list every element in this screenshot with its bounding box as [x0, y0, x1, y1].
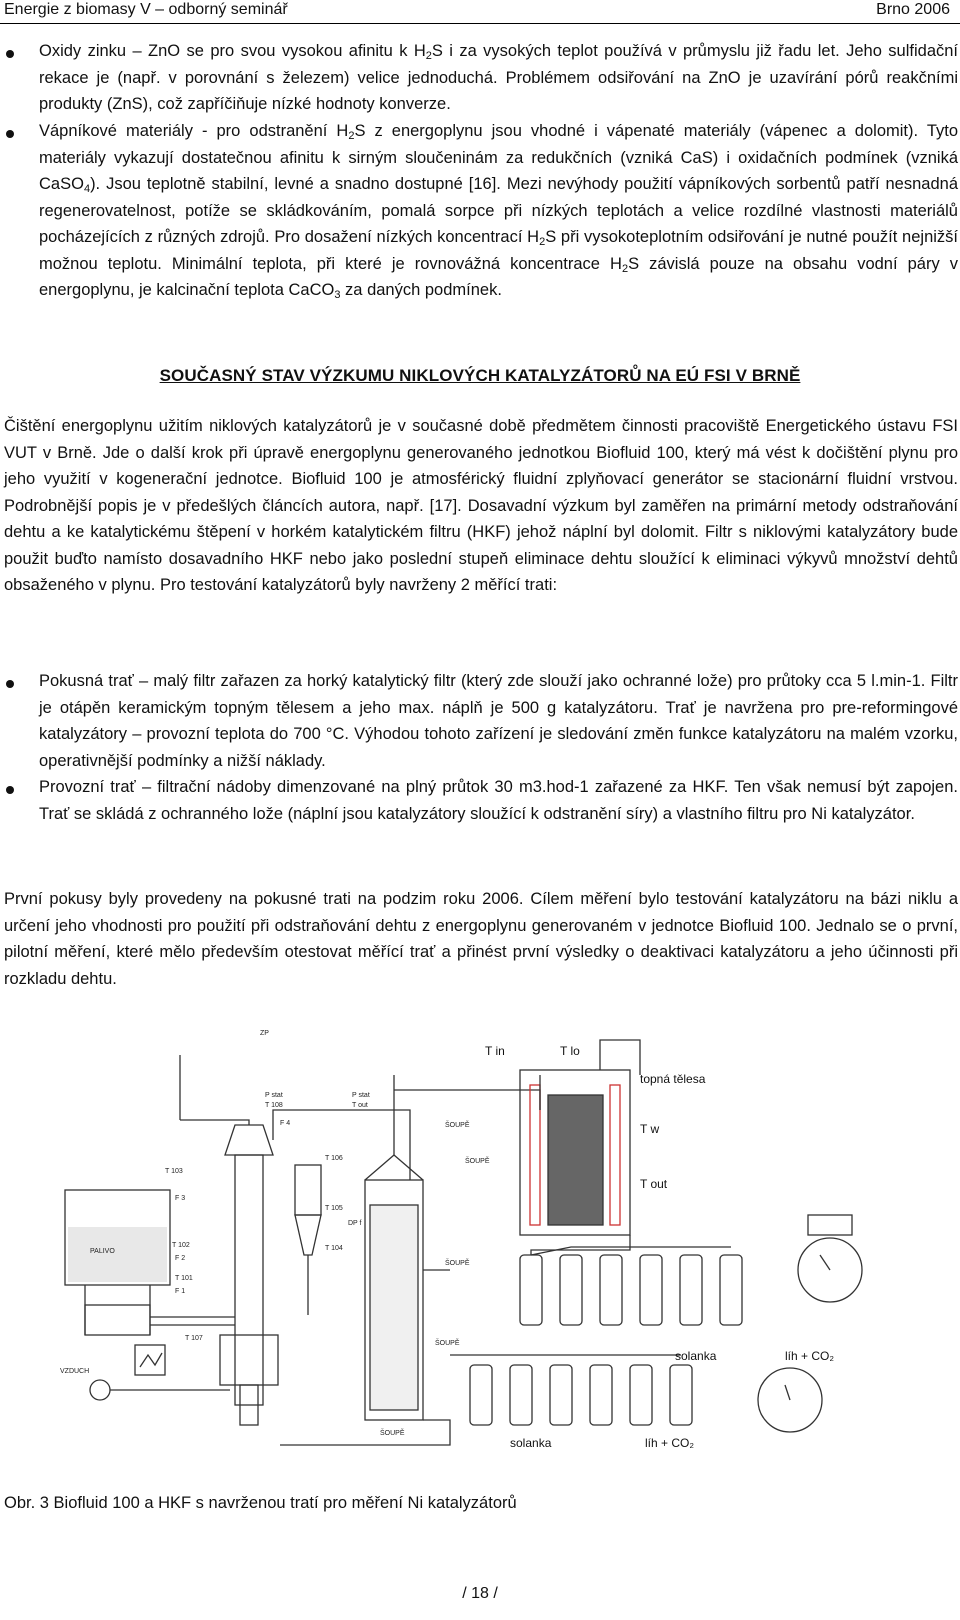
- bullet-icon: [6, 680, 14, 688]
- label-f3: F 3: [175, 1195, 186, 1202]
- paragraph-intro: Čištění energoplynu užitím niklových katalyzátorů je v současné době předmětem činnosti pracoviště Energetického ústavu FSI VUT v Brně. Jde o další krok při úpravě energoplynu generovaného jednotkou Biofluid 100, který má vést k dočištění plynu pro jeho využití v kogenerační jednotce. Biofluid 100 je atmosférický fluidní zplyňovací generátor se stacionární fluidní vrstvou. Podrobnější popis je v předešlých článcích autora, např. [17]. Dosavadní výzkum byl zaměřen na primární metody odstraňování dehtu a ke katalytickému štěpení v horkém katalytickém filtru (HKF) jehož náplní byl dolomit. Filtr s niklovými katalyzátory bude použit buďto namísto dosavadního HKF nebo jako poslední stupeň eliminace dehtu sloužící k eliminaci výkyvů množství dehtů obsaženého v plynu. Pro testování katalyzátorů byly navrženy 2 měřící trati:: [4, 417, 958, 594]
- air-blower: [90, 1380, 110, 1400]
- label-t-out-small: T out: [352, 1102, 368, 1109]
- washing-bottles-top: [520, 1235, 742, 1325]
- bullet-pokusna: Pokusná trať – malý filtr zařazen za horký katalytický filtr (který zde slouží jako ochranné lože) pro průtoky cca 5 l.min-1. Filtr je otápěn keramickým topným tělesem a jeho max. náplň je 500 g katalyzátoru. Trať je navržena pro pre-reformingové katalyzátory – provozní teplota do 700 °C. Výhodou tohoto zařízení je sledování změn funkce katalyzátoru na malém vzorku, operativnější podmínky a nižší náklady.: [39, 672, 958, 770]
- label-soupe-5: ŠOUPĚ: [380, 1430, 405, 1437]
- label-soupe-2: ŠOUPĚ: [465, 1158, 490, 1165]
- header-title: Energie z biomasy V – odborný seminář: [4, 1, 288, 18]
- label-pstat-2: P stat: [352, 1092, 370, 1099]
- heated-reactor: [520, 1070, 630, 1235]
- label-f1: F 1: [175, 1288, 186, 1295]
- bullet-icon: [6, 130, 14, 138]
- bullet-icon: [6, 50, 14, 58]
- label-t108: T 108: [265, 1102, 283, 1109]
- label-soupe-1: ŠOUPĚ: [445, 1122, 470, 1129]
- label-t104: T 104: [325, 1245, 343, 1252]
- page-number: / 18 /: [462, 1585, 498, 1602]
- label-f2: F 2: [175, 1255, 186, 1262]
- fuel-bin: [65, 1190, 170, 1335]
- label-t103: T 103: [165, 1168, 183, 1175]
- bullet-zno: Oxidy zinku – ZnO se pro svou vysokou afinitu k $H_2S$ i za vysokých teplot používá v průmyslu již řadu let. Jeho sulfidační rekace je (např. v porovnání s železem) velice jednoduchá. Problémem odsiřování na ZnO je uzavírání pórů reakčními produkty (ZnS), což zapříčiňuje nízké hodnoty konverze.: [39, 42, 959, 113]
- label-palivo: PALIVO: [90, 1248, 115, 1255]
- label-solanka-2: solanka: [510, 1436, 552, 1450]
- label-soupe-4: ŠOUPĚ: [435, 1340, 460, 1347]
- label-t102: T 102: [172, 1242, 190, 1249]
- header-divider: [0, 23, 960, 24]
- label-t-lo: T lo: [560, 1044, 580, 1058]
- label-vzduch: VZDUCH: [60, 1368, 90, 1375]
- label-soupe-3: ŠOUPĚ: [445, 1260, 470, 1267]
- label-lih-2: líh + CO₂: [645, 1436, 695, 1450]
- label-t106: T 106: [325, 1155, 343, 1162]
- label-solanka-1: solanka: [675, 1349, 717, 1363]
- label-pstat-1: P stat: [265, 1092, 283, 1099]
- label-t105: T 105: [325, 1205, 343, 1212]
- bullet-icon: [6, 786, 14, 794]
- label-zp: ZP: [260, 1030, 269, 1037]
- page-header: [0, 0, 960, 24]
- bullet-vapnik: Vápníkové materiály - pro odstranění $H_2S$ z energoplynu jsou vhodné i vápenaté materiály (vápenec a dolomit). Tyto materiály vykazují dostatečnou afinitu k sirným sloučeninám za redukčních (vzniká CaS) i oxidačních podmínek (vzniká CaSO$_4$). Jsou teplotně stabilní, levné a snadno dostupné [16]. Mezi nevýhody použití vápníkových sorbentů patří nesnadná regenerovatelnost, potíže se skládkováním, pomalá sorpce při nízkých teplotách a velice rozdílné vlastnosti materiálů pocházejících z různých zdrojů. Pro dosažení nízkých koncentrací $H_2S$ při vysokoteplotním odsiřování je nutné použít nejnižší možnou teplotu. Minimální teplota, při které je rovnovážná koncentrace $H_2S$ závislá pouze na obsahu vodní páry v energoplynu, je kalcinační teplota CaCO$_3$ za daných podmínek.: [39, 122, 959, 301]
- label-t101: T 101: [175, 1275, 193, 1282]
- bullet-provozni: Provozní trať – filtrační nádoby dimenzované na plný průtok 30 m3.hod-1 zařazené za HKF. Ten však nemusí být zapojen. Trať se skládá z ochranného lože (náplní jsou katalyzátory sloužící k odstranění síry) a vlastního filtru pro Ni katalyzátor.: [39, 778, 958, 823]
- label-t-out: T out: [640, 1177, 668, 1191]
- label-t-in: T in: [485, 1044, 505, 1058]
- label-dpf: DP f: [348, 1220, 362, 1227]
- figure-caption: Obr. 3 Biofluid 100 a HKF s navrženou tratí pro měření Ni katalyzátorů: [4, 1494, 517, 1512]
- hot-catalytic-filter: [365, 1155, 423, 1420]
- apparatus-diagram: [40, 1015, 920, 1455]
- controller-box: [135, 1345, 165, 1375]
- section-title: SOUČASNÝ STAV VÝZKUMU NIKLOVÝCH KATALYZÁTORŮ NA EÚ FSI V BRNĚ: [159, 366, 801, 385]
- cyclone: [295, 1165, 321, 1315]
- label-f4: F 4: [280, 1120, 291, 1127]
- label-t107: T 107: [185, 1335, 203, 1342]
- gasifier-column: [220, 1125, 278, 1425]
- paragraph-results: První pokusy byly provedeny na pokusné trati na podzim roku 2006. Cílem měření bylo testování katalyzátoru na bázi niklu a určení jeho vhodnosti pro použití při odstraňování dehtu z energoplynu generovaném v jednotce Biofluid 100. Jednalo se o první, pilotní měření, které mělo především otestovat měřící trať a přinést první výsledky o deaktivaci katalyzátoru a jeho účinnosti při rozkladu dehtu.: [4, 890, 958, 988]
- header-date: Brno 2006: [876, 1, 950, 18]
- label-t-w: T w: [640, 1122, 660, 1136]
- washing-bottles-bottom: [450, 1355, 692, 1425]
- label-lih-1: líh + CO₂: [785, 1349, 835, 1363]
- label-topna-telesa: topná tělesa: [640, 1072, 706, 1086]
